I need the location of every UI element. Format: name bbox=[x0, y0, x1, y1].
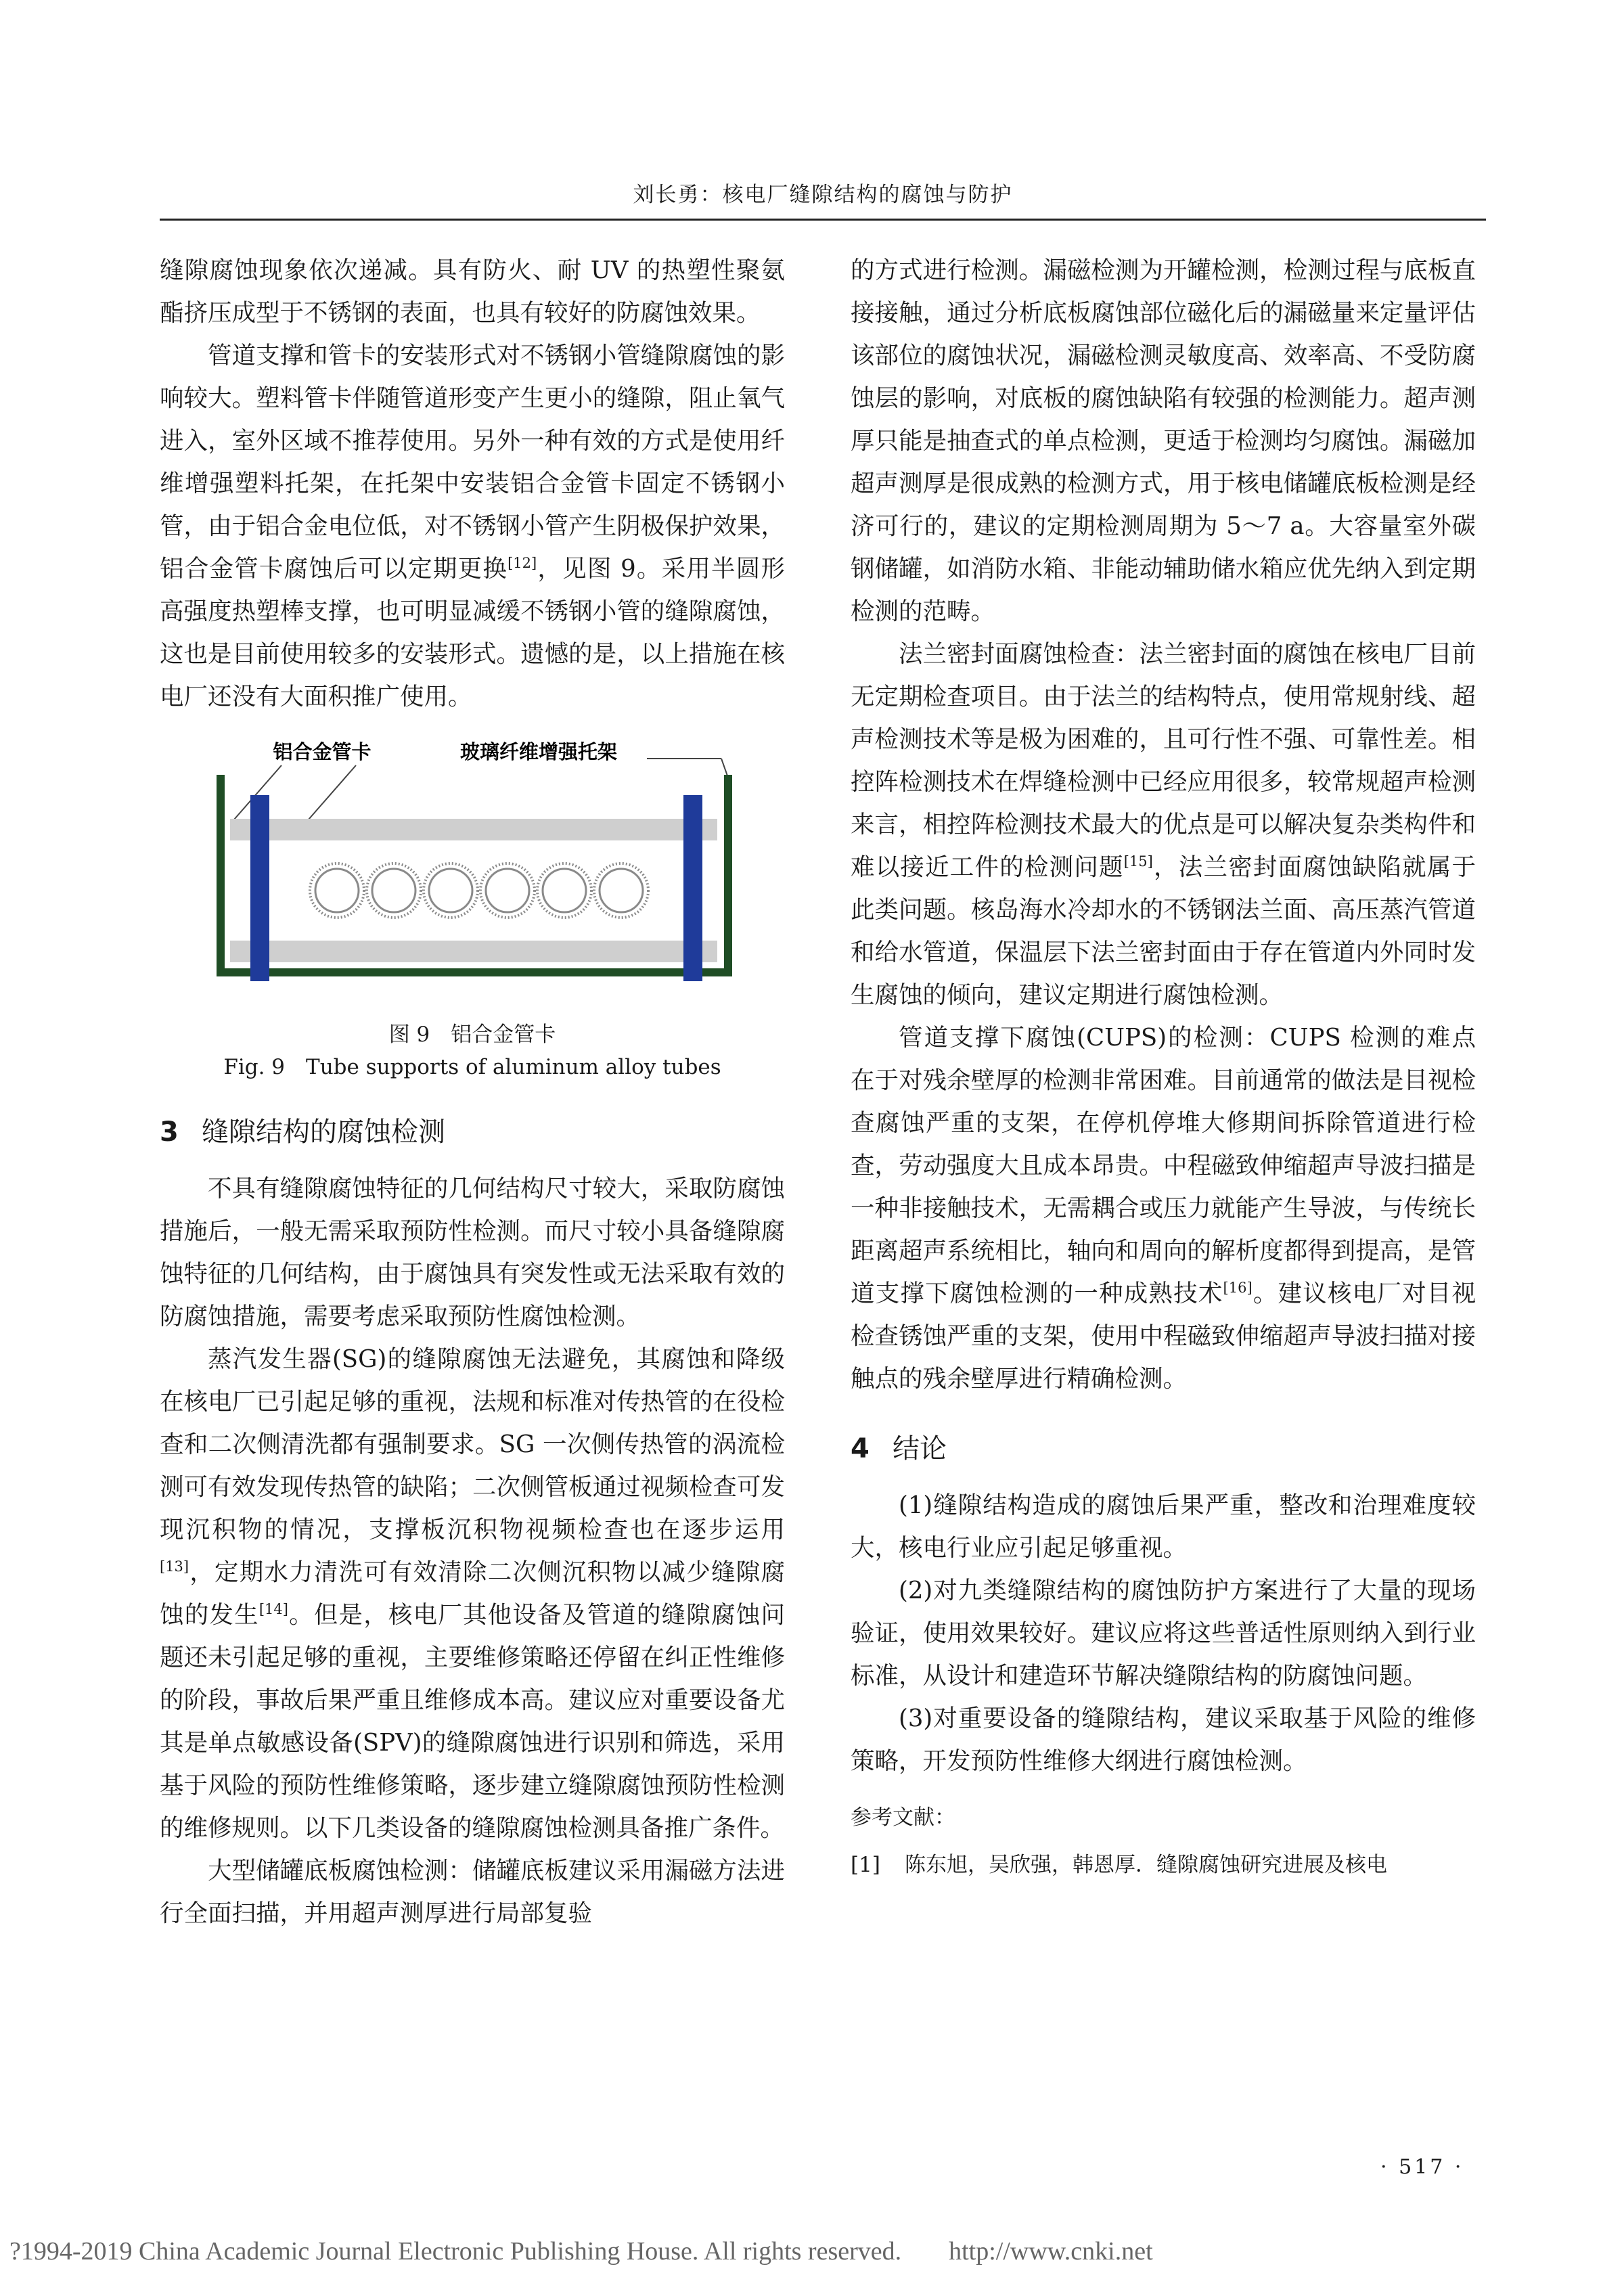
citation[interactable]: [15] bbox=[1123, 853, 1153, 870]
section-heading-3: 3 缝隙结构的腐蚀检测 bbox=[160, 1117, 445, 1148]
frame-right bbox=[724, 775, 732, 976]
tube-circle bbox=[424, 863, 478, 918]
copyright-notice: ?1994-2019 China Academic Journal Electronic Publishing House. All rights reserved. bbox=[9, 2237, 902, 2266]
paragraph: 缝隙腐蚀现象依次递减。具有防火、耐 UV 的热塑性聚氨酯挤压成型于不锈钢的表面，也具有较好的防腐蚀效果。 bbox=[160, 256, 785, 327]
tube-circle bbox=[310, 863, 364, 918]
tube-circle bbox=[429, 869, 472, 912]
left-column bbox=[160, 249, 785, 1935]
label-aluminum-clamp: 铝合金管卡 bbox=[273, 742, 371, 763]
figure-caption-en: Fig. 9 Tube supports of aluminum alloy tubes bbox=[223, 1055, 721, 1079]
figure-caption-cn: 图 9 铝合金管卡 bbox=[388, 1022, 556, 1047]
tube-circle bbox=[315, 869, 359, 912]
footer bbox=[9, 2236, 1624, 2266]
citation[interactable]: [16] bbox=[1223, 1280, 1253, 1297]
leader-line bbox=[309, 765, 356, 819]
citation[interactable]: [12] bbox=[508, 555, 537, 572]
lower-bar bbox=[230, 941, 717, 962]
tube-circle bbox=[594, 863, 648, 918]
paragraph: 法兰密封面腐蚀检查：法兰密封面的腐蚀在核电厂目前无定期检查项目。由于法兰的结构特点，使用常规射线、超声检测技术等是极为困难的，且可行性不强、可靠性差。相控阵检测技术在焊缝检测中已经应用很多，较常规超声检测来言，相控阵检测技术最大的优点是可以解决复杂类构件和难以接近工件的检测问题[15]，法兰密封面腐蚀缺陷就属于此类问题。核岛海水冷却水的不锈钢法兰面、高压蒸汽管道和给水管道，保温层下法兰密封面由于存在管道内外同时发生腐蚀的倾向，建议定期进行腐蚀检测。 bbox=[851, 640, 1476, 1009]
paragraph: 管道支撑下腐蚀(CUPS)的检测：CUPS 检测的难点在于对残余壁厚的检测非常困难。目前通常的做法是目视检查腐蚀严重的支架，在停机停堆大修期间拆除管道进行检查，劳动强度大且成本昂贵。中程磁致伸缩超声导波扫描是一种非接触技术，无需耦合或压力就能产生导波，与传统长距离超声系统相比，轴向和周向的解析度都得到提高，是管道支撑下腐蚀检测的一种成熟技术[16]。建议核电厂对目视检查锈蚀严重的支架，使用中程磁致伸缩超声导波扫描对接触点的残余壁厚进行精确检测。 bbox=[851, 1024, 1476, 1393]
upper-bar bbox=[230, 819, 717, 840]
paragraph: 蒸汽发生器(SG)的缝隙腐蚀无法避免，其腐蚀和降级在核电厂已引起足够的重视，法规和标准对传热管的在役检查和二次侧清洗都有强制要求。SG 一次侧传热管的涡流检测可有效发现传热管的缺陷；二次侧管板通过视频检查可发现沉积物的情况，支撑板沉积物视频检查也在逐步运用[13]，定期水力清洗可有效清除二次侧沉积物以减少缝隙腐蚀的发生[14]。但是，核电厂其他设备及管道的缝隙腐蚀问题还未引起足够的重视，主要维修策略还停留在纠正性维修的阶段，事故后果严重且维修成本高。建议应对重要设备尤其是单点敏感设备(SPV)的缝隙腐蚀进行识别和筛选，采用基于风险的预防性维修策略，逐步建立缝隙腐蚀预防性检测的维修规则。以下几类设备的缝隙腐蚀检测具备推广条件。 bbox=[160, 1345, 785, 1842]
header-rule bbox=[160, 219, 1486, 221]
conclusion-item: (2)对九类缝隙结构的腐蚀防护方案进行了大量的现场验证，使用效果较好。建议应将这些普适性原则纳入到行业标准，从设计和建造环节解决缝隙结构的防腐蚀问题。 bbox=[851, 1577, 1476, 1690]
right-column bbox=[851, 249, 1476, 1880]
citation[interactable]: [13] bbox=[160, 1558, 189, 1575]
paragraph: 大型储罐底板腐蚀检测：储罐底板建议采用漏磁方法进行全面扫描，并用超声测厚进行局部复验 bbox=[160, 1857, 785, 1927]
tube-circle bbox=[480, 863, 535, 918]
tube-circle bbox=[537, 863, 591, 918]
tube-circle bbox=[486, 869, 529, 912]
tubes bbox=[310, 863, 648, 918]
paragraph: 不具有缝隙腐蚀特征的几何结构尺寸较大，采取防腐蚀措施后，一般无需采取预防性检测。而尺寸较小具备缝隙腐蚀特征的几何结构，由于腐蚀具有突发性或无法采取有效的防腐蚀措施，需要考虑采取预防性腐蚀检测。 bbox=[160, 1175, 785, 1330]
frame-bottom bbox=[217, 968, 732, 976]
section-heading-4: 4 结论 bbox=[851, 1433, 947, 1464]
page-number: · 517 · bbox=[1380, 2155, 1464, 2179]
running-header: 刘长勇：核电厂缝隙结构的腐蚀与防护 bbox=[633, 183, 1013, 207]
label-frp-bracket: 玻璃纤维增强托架 bbox=[459, 742, 618, 763]
references-heading: 参考文献： bbox=[851, 1805, 955, 1830]
left-clamp bbox=[250, 795, 269, 981]
reference-item[interactable]: [1] 陈东旭，吴欣强，韩恩厚．缝隙腐蚀研究进展及核电 bbox=[851, 1853, 1387, 1877]
right-clamp bbox=[683, 795, 702, 981]
tube-circle bbox=[600, 869, 643, 912]
citation[interactable]: [14] bbox=[258, 1601, 288, 1618]
cnki-link[interactable]: http://www.cnki.net bbox=[949, 2237, 1153, 2266]
conclusion-item: (3)对重要设备的缝隙结构，建议采取基于风险的维修策略，开发预防性维修大纲进行腐蚀检测。 bbox=[851, 1705, 1476, 1775]
paragraph: 管道支撑和管卡的安装形式对不锈钢小管缝隙腐蚀的影响较大。塑料管卡伴随管道形变产生更小的缝隙，阻止氧气进入，室外区域不推荐使用。另外一种有效的方式是使用纤维增强塑料托架，在托架中安装铝合金管卡固定不锈钢小管，由于铝合金电位低，对不锈钢小管产生阴极保护效果，铝合金管卡腐蚀后可以定期更换[12]，见图 9。采用半圆形高强度热塑棒支撑，也可明显减缓不锈钢小管的缝隙腐蚀，这也是目前使用较多的安装形式。遗憾的是，以上措施在核电厂还没有大面积推广使用。 bbox=[160, 342, 785, 711]
conclusion-item: (1)缝隙结构造成的腐蚀后果严重，整改和治理难度较大，核电行业应引起足够重视。 bbox=[851, 1491, 1476, 1562]
frame-left bbox=[217, 775, 225, 976]
tube-circle bbox=[367, 863, 421, 918]
tube-circle bbox=[543, 869, 586, 912]
tube-circle bbox=[372, 869, 415, 912]
paragraph: 的方式进行检测。漏磁检测为开罐检测，检测过程与底板直接接触，通过分析底板腐蚀部位磁化后的漏磁量来定量评估该部位的腐蚀状况，漏磁检测灵敏度高、效率高、不受防腐蚀层的影响，对底板的腐蚀缺陷有较强的检测能力。超声测厚只能是抽查式的单点检测，更适于检测均匀腐蚀。漏磁加超声测厚是很成熟的检测方式，用于核电储罐底板检测是经济可行的，建议的定期检测周期为 5～7 a。大容量室外碳钢储罐，如消防水箱、非能动辅助储水箱应优先纳入到定期检测的范畴。 bbox=[851, 256, 1476, 625]
tube-support-diagram bbox=[160, 734, 785, 1018]
figure-9 bbox=[160, 734, 785, 1018]
